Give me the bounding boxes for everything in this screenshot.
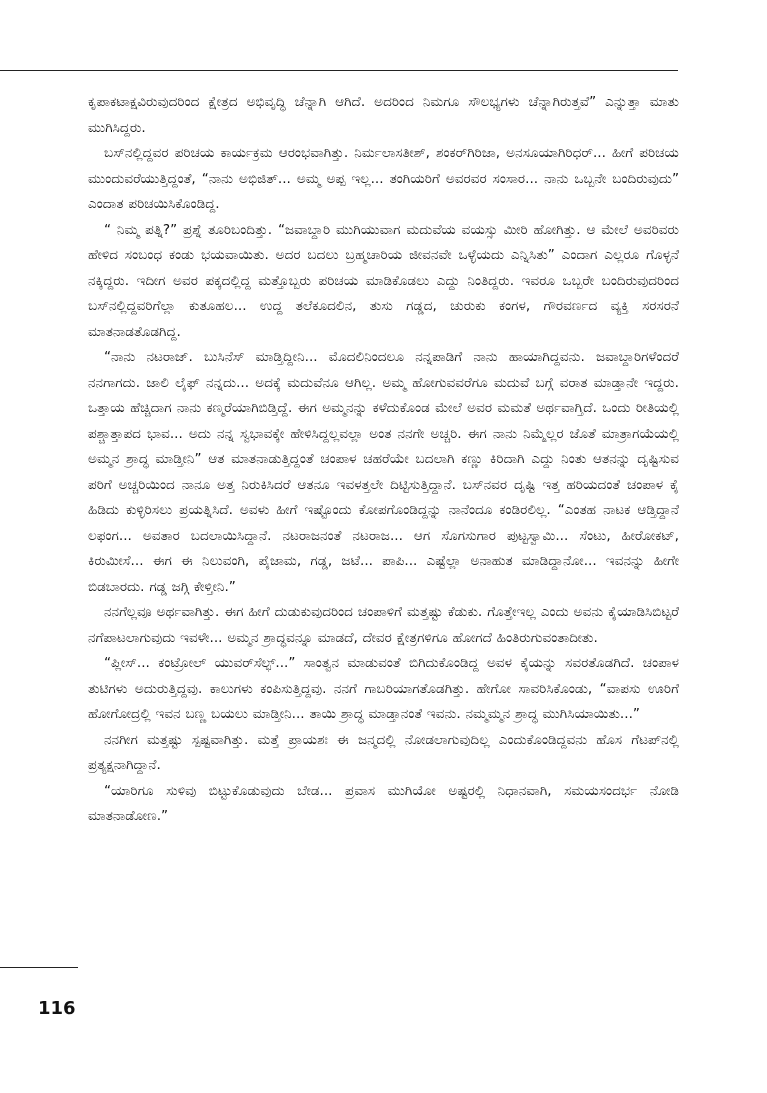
header-rule bbox=[0, 70, 678, 71]
paragraph: ನನಗೀಗ ಮತ್ತಷ್ಟು ಸ್ಪಷ್ಟವಾಗಿತ್ತು. ಮತ್ತೆ ಪ್ರಾಯಶಃ ಈ ಜನ್ಮದಲ್ಲಿ ನೋಡಲಾಗುವುದಿಲ್ಲ ಎಂದುಕೊಂಡಿದ್ದವನು ಹೊಸ ಗೆಟಪ್‌ನಲ್ಲಿ ಪ್ರತ್ಯಕ್ಷನಾಗಿದ್ದಾನೆ. bbox=[88, 731, 679, 773]
paragraph: “ಯಾರಿಗೂ ಸುಳಿವು ಬಿಟ್ಟುಕೊಡುವುದು ಬೇಡ... ಪ್ರವಾಸ ಮುಗಿಯೋ ಅಷ್ಟರಲ್ಲಿ ನಿಧಾನವಾಗಿ, ಸಮಯಸಂದರ್ಭ ನೋಡಿ ಮಾತನಾಡೋಣ.” bbox=[88, 782, 679, 824]
paragraph: ನನಗೆಲ್ಲವೂ ಅರ್ಥವಾಗಿತ್ತು. ಈಗ ಹೀಗೆ ದುಡುಕುವುದರಿಂದ ಚಂಪಾಳಿಗೆ ಮತ್ತಷ್ಟು ಕೆಡುಕು. ಗೊತ್ತೇಇಲ್ಲ ಎಂದು ಅವನು ಕೈಯಾಡಿಸಿಬಿಟ್ಟರೆ ನಗೆಪಾಟಲಾಗುವುದು ಇವಳೇ... ಅಮ್ಮನ ಶ್ರಾದ್ಧವನ್ನೂ ಮಾಡದೆ, ದೇವರ ಕ್ಷೇತ್ರಗಳಿಗೂ ಹೋಗದೆ ಹಿಂತಿರುಗುವಂತಾದೀತು. bbox=[88, 604, 679, 646]
paragraph: “ ನಿಮ್ಮ ಪತ್ನಿ?” ಪ್ರಶ್ನೆ ತೂರಿಬಂದಿತ್ತು. “ಜವಾಬ್ದಾರಿ ಮುಗಿಯುವಾಗ ಮದುವೆಯ ವಯಸ್ಸು ಮೀರಿ ಹೋಗಿತ್ತು. ಆ ಮೇಲೆ ಅವರಿವರು ಹೇಳಿದ ಸಂಬಂಧ ಕಂಡು ಭಯವಾಯಿತು. ಅದರ ಬದಲು ಬ್ರಹ್ಮಚಾರಿಯ ಜೀವನವೇ ಒಳ್ಳೆಯದು ಎನ್ನಿಸಿತು” ಎಂದಾಗ ಎಲ್ಲರೂ ಗೊಳ್ಳನೆ ನಕ್ಕಿದ್ದರು. ಇದೀಗ ಅವರ ಪಕ್ಕದಲ್ಲಿದ್ದ ಮತ್ತೊಬ್ಬರು ಪರಿಚಯ ಮಾಡಿಕೊಡಲು ಎದ್ದು ನಿಂತಿದ್ದರು. ಇವರೂ ಒಬ್ಬರೇ ಬಂದಿರುವುದರಿಂದ ಬಸ್‌ನಲ್ಲಿದ್ದವರಿಗೆಲ್ಲಾ ಕುತೂಹಲ... ಉದ್ದ ತಲೆಕೂದಲಿನ, ತುಸು ಗಡ್ಡದ, ಚುರುಕು ಕಂಗಳ, ಗೌರವರ್ಣದ ವ್ಯಕ್ತಿ ಸರಸರನೆ ಮಾತನಾಡತೊಡಗಿದ್ದ. bbox=[88, 221, 679, 340]
page-number: 116 bbox=[38, 998, 76, 1019]
footer-rule bbox=[0, 967, 78, 968]
paragraph: “ಪ್ಲೀಸ್... ಕಂಟ್ರೋಲ್ ಯುವರ್‌ಸೆಲ್ಫ್...” ಸಾಂತ್ವನ ಮಾಡುವಂತೆ ಬಿಗಿದುಕೊಂಡಿದ್ದ ಅವಳ ಕೈಯನ್ನು ಸವರತೊಡಗಿದೆ. ಚಂಪಾಳ ತುಟಿಗಳು ಅದುರುತ್ತಿದ್ದವು. ಕಾಲುಗಳು ಕಂಪಿಸುತ್ತಿದ್ದವು. ನನಗೆ ಗಾಬರಿಯಾಗತೊಡಗಿತ್ತು. ಹೇಗೋ ಸಾವರಿಸಿಕೊಂಡು, “ವಾಪಸು ಊರಿಗೆ ಹೋಗೋದ್ರಲ್ಲಿ ಇವನ ಬಣ್ಣ ಬಯಲು ಮಾಡ್ತೀನಿ... ತಾಯಿ ಶ್ರಾದ್ಧ ಮಾಡ್ತಾನಂತೆ ಇವನು. ನಮ್ಮಮ್ಮನ ಶ್ರಾದ್ಧ ಮುಗಿಸಿಯಾಯಿತು...” bbox=[88, 655, 679, 722]
paragraph: “ನಾನು ನಟರಾಜ್. ಬುಸಿನೆಸ್ ಮಾಡ್ತಿದ್ದೀನಿ... ಮೊದಲಿನಿಂದಲೂ ನನ್ನಪಾಡಿಗೆ ನಾನು ಹಾಯಾಗಿದ್ದವನು. ಜವಾಬ್ದಾರಿಗಳೆಂದರೆ ನನಗಾಗದು. ಜಾಲಿ ಲೈಫ್ ನನ್ನದು... ಅದಕ್ಕೆ ಮದುವೆನೂ ಆಗಿಲ್ಲ. ಅಮ್ಮ ಹೋಗುವವರೆಗೂ ಮದುವೆ ಬಗ್ಗೆ ವರಾತ ಮಾಡ್ತಾನೇ ಇದ್ದರು. ಒತ್ತಾಯ ಹೆಚ್ಚಿದಾಗ ನಾನು ಕಣ್ಮರೆಯಾಗಿಬಿಡ್ತಿದ್ದೆ. ಈಗ ಅಮ್ಮನನ್ನು ಕಳೆದುಕೊಂಡ ಮೇಲೆ ಅವರ ಮಮತೆ ಅರ್ಥವಾಗ್ತಿದೆ. ಒಂದು ರೀತಿಯಲ್ಲಿ ಪಶ್ಚಾತ್ತಾಪದ ಭಾವ... ಅದು ನನ್ನ ಸ್ವಭಾವಕ್ಕೇ ಹೇಳಿಸಿದ್ದಲ್ಲವಲ್ಲಾ ಅಂತ ನನಗೇ ಅಚ್ಚರಿ. ಈಗ ನಾನು ನಿಮ್ಮೆಲ್ಲರ ಜೊತೆ ಮಾತ್ರಾಗಯೆಯಲ್ಲಿ ಅಮ್ಮನ ಶ್ರಾದ್ಧ ಮಾಡ್ತೀನಿ” ಆತ ಮಾತನಾಡುತ್ತಿದ್ದಂತೆ ಚಂಪಾಳ ಚಹರೆಯೇ ಬದಲಾಗಿ ಕಣ್ಣು ಕಿರಿದಾಗಿ ಎದ್ದು ನಿಂತು ಆತನನ್ನು ದೃಷ್ಟಿಸುವ ಪರಿಗೆ ಅಚ್ಚರಿಯಿಂದ ನಾನೂ ಅತ್ತ ನಿರುಕಿಸಿದರೆ ಆತನೂ ಇವಳತ್ತಲೇ ದಿಟ್ಟಿಸುತ್ತಿದ್ದಾನೆ. ಬಸ್‌ನವರ ದೃಷ್ಟಿ ಇತ್ತ ಹರಿಯದಂತೆ ಚಂಪಾಳ ಕೈ ಹಿಡಿದು ಕುಳ್ಳಿರಿಸಲು ಪ್ರಯತ್ನಿಸಿದೆ. ಅವಳು ಹೀಗೆ ಇಷ್ಟೊಂದು ಕೋಪಗೊಂಡಿದ್ದನ್ನು ನಾನೆಂದೂ ಕಂಡಿರಲಿಲ್ಲ. “ಎಂತಹ ನಾಟಕ ಆಡ್ತಿದ್ದಾನೆ ಲಫಂಗ... ಅವತಾರ ಬದಲಾಯಿಸಿದ್ದಾನೆ. ನಟರಾಜನಂತೆ ನಟರಾಜ... ಆಗ ಸೊಗಸುಗಾರ ಪುಟ್ಟಸ್ವಾಮಿ... ಸೆಂಟು, ಹೀರೋಕಟ್, ಕಿರುಮೀಸೆ... ಈಗ ಈ ನಿಲುವಂಗಿ, ಪೈಜಾಮ, ಗಡ್ಡ, ಜಟೆ... ಪಾಪಿ... ಎಷ್ಟೆಲ್ಲಾ ಅನಾಹುತ ಮಾಡಿದ್ದಾನೋ... ಇವನನ್ನು ಹೀಗೇ ಬಿಡಬಾರದು. ಗಡ್ಡ ಜಗ್ಗಿ ಕೇಳ್ತೀನಿ.” bbox=[88, 349, 679, 595]
body-text bbox=[88, 90, 679, 830]
paragraph: ಕೃಪಾಕಟಾಕ್ಷವಿರುವುದರಿಂದ ಕ್ಷೇತ್ರದ ಅಭಿವೃದ್ಧಿ ಚೆನ್ನಾಗಿ ಆಗಿದೆ. ಅದರಿಂದ ನಿಮಗೂ ಸೌಲಭ್ಯಗಳು ಚೆನ್ನಾಗಿರುತ್ತವೆ” ಎನ್ನುತ್ತಾ ಮಾತು ಮುಗಿಸಿದ್ದರು. bbox=[88, 94, 679, 136]
paragraph: ಬಸ್‌ನಲ್ಲಿದ್ದವರ ಪರಿಚಯ ಕಾರ್ಯಕ್ರಮ ಆರಂಭವಾಗಿತ್ತು. ನಿರ್ಮಲಾಸತೀಶ್, ಶಂಕರ್‌ಗಿರಿಜಾ, ಅನಸೂಯಾಗಿರಿಧರ್... ಹೀಗೆ ಪರಿಚಯ ಮುಂದುವರೆಯುತ್ತಿದ್ದಂತೆ, “ನಾನು ಅಭಿಜಿತ್... ಅಮ್ಮ ಅಪ್ಪ ಇಲ್ಲ... ತಂಗಿಯರಿಗೆ ಅವರವರ ಸಂಸಾರ... ನಾನು ಒಬ್ಬನೇ ಬಂದಿರುವುದು” ಎಂದಾತ ಪರಿಚಯಿಸಿಕೊಂಡಿದ್ದ. bbox=[88, 145, 679, 212]
